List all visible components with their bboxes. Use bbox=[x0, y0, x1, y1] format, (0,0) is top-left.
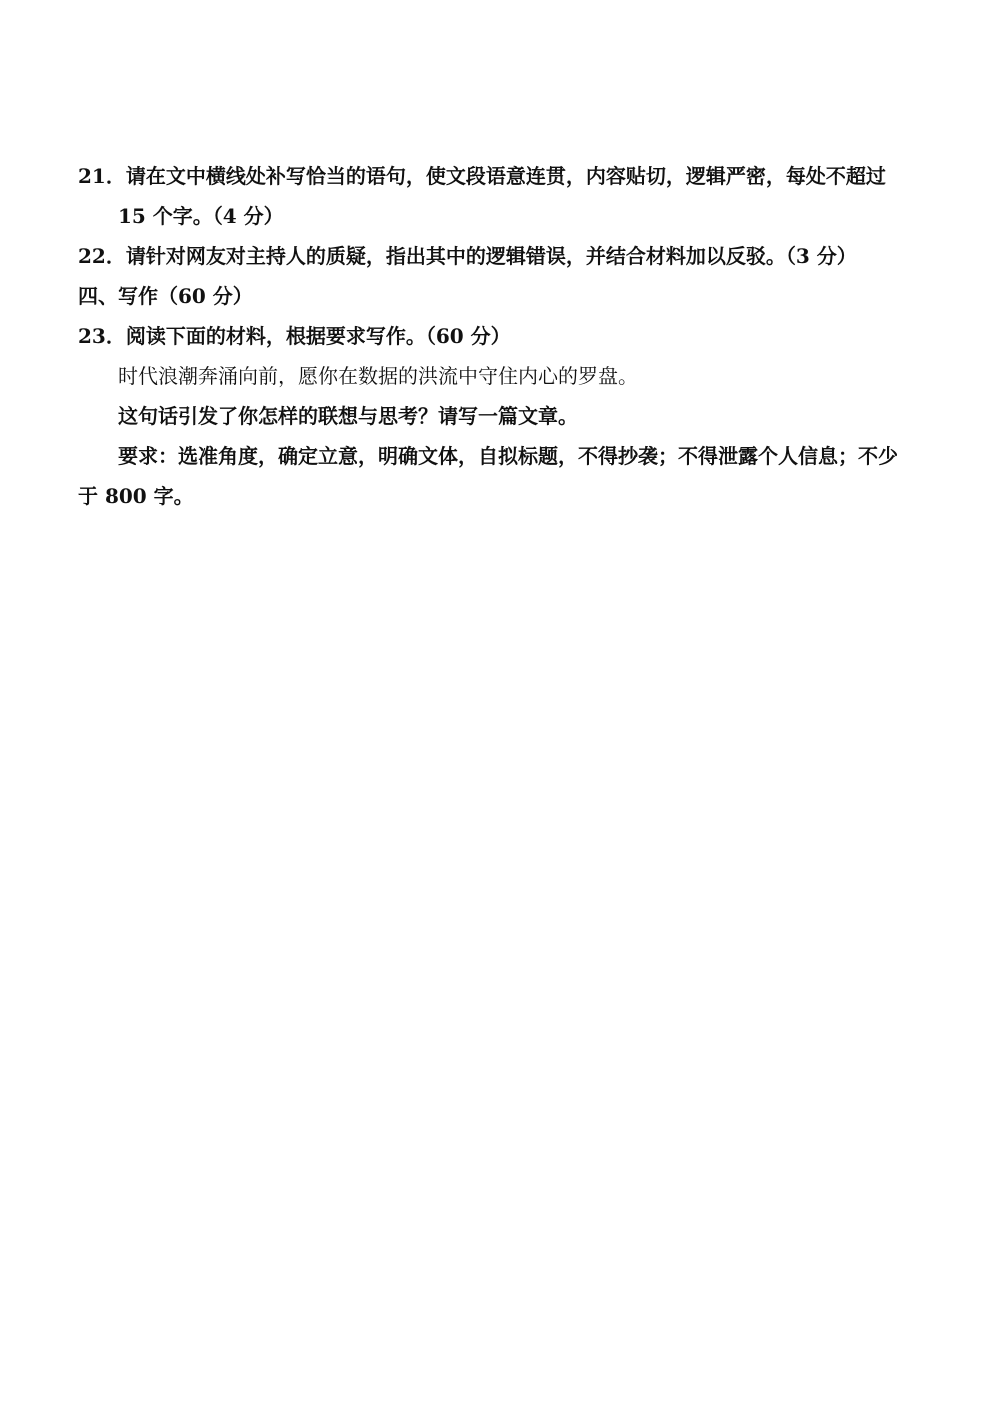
question-22-number: 22． bbox=[78, 244, 126, 268]
question-23-prompt: 这句话引发了你怎样的联想与思考？请写一篇文章。 bbox=[118, 404, 578, 428]
question-23-number: 23． bbox=[78, 324, 126, 348]
question-23-requirement-line1: 要求：选准角度，确定立意，明确文体，自拟标题，不得抄袭；不得泄露个人信息；不少 bbox=[118, 444, 898, 468]
question-23-requirement-line2: 于 800 字。 bbox=[78, 484, 194, 508]
question-23-text: 阅读下面的材料，根据要求写作。（60 分） bbox=[125, 324, 511, 348]
question-23-material: 时代浪潮奔涌向前，愿你在数据的洪流中守住内心的罗盘。 bbox=[118, 364, 638, 388]
question-22-text: 请针对网友对主持人的质疑，指出其中的逻辑错误，并结合材料加以反驳。（3 分） bbox=[125, 244, 857, 268]
question-21-number: 21． bbox=[78, 164, 126, 188]
question-21-text-line1: 请在文中横线处补写恰当的语句，使文段语意连贯，内容贴切，逻辑严密，每处不超过 bbox=[125, 164, 886, 188]
section-4-heading: 四、写作（60 分） bbox=[78, 284, 253, 308]
question-21-text-line2: 15 个字。（4 分） bbox=[118, 204, 284, 228]
